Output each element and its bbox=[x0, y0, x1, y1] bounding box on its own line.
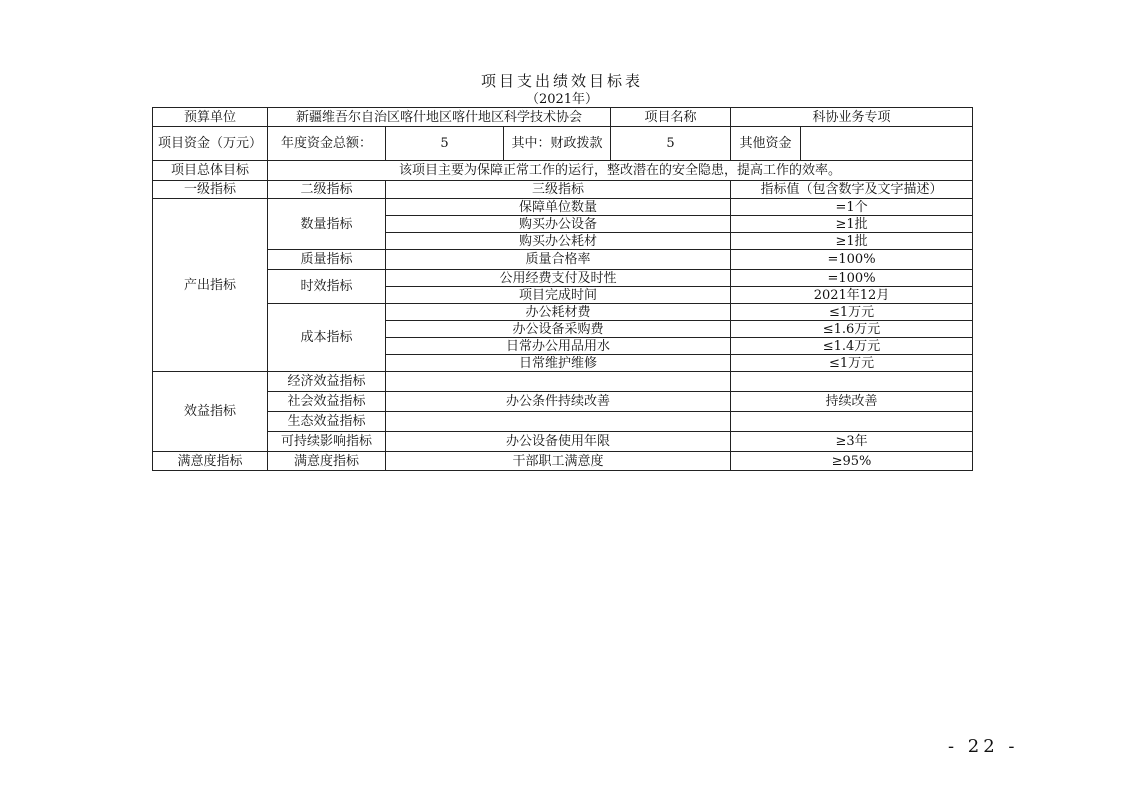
benefit-category: 可持续影响指标 bbox=[268, 432, 386, 452]
indicator-value: ≥1批 bbox=[731, 216, 973, 233]
indicator-name: 项目完成时间 bbox=[386, 287, 731, 304]
table-row bbox=[153, 372, 973, 392]
indicator-value bbox=[731, 412, 973, 432]
table-title: 项目支出绩效目标表 bbox=[480, 72, 643, 90]
unit-label: 预算单位 bbox=[153, 108, 268, 127]
table-row bbox=[153, 304, 973, 321]
indicator-value: ≤1万元 bbox=[731, 304, 973, 321]
col-level2-header: 二级指标 bbox=[268, 181, 386, 199]
table-row bbox=[153, 199, 973, 216]
project-name-label: 项目名称 bbox=[611, 108, 731, 127]
satisfaction-indicator-label: 满意度指标 bbox=[153, 452, 268, 471]
page-number: - 22 - bbox=[948, 736, 1019, 757]
fiscal-value: 5 bbox=[611, 127, 731, 161]
indicator-name: 干部职工满意度 bbox=[386, 452, 731, 471]
indicator-value: ≤1.6万元 bbox=[731, 321, 973, 338]
indicator-value bbox=[731, 372, 973, 392]
unit-value: 新疆维吾尔自治区喀什地区喀什地区科学技术协会 bbox=[268, 108, 611, 127]
indicator-name bbox=[386, 372, 731, 392]
output-indicator-label: 产出指标 bbox=[153, 199, 268, 372]
indicator-name bbox=[386, 412, 731, 432]
col-level1-header: 一级指标 bbox=[153, 181, 268, 199]
indicator-name: 办公条件持续改善 bbox=[386, 392, 731, 412]
other-funds-value bbox=[801, 127, 973, 161]
indicator-name: 质量合格率 bbox=[386, 250, 731, 270]
fiscal-label: 其中：财政拨款 bbox=[504, 127, 611, 161]
indicator-name: 办公设备使用年限 bbox=[386, 432, 731, 452]
overall-goal-label: 项目总体目标 bbox=[153, 161, 268, 181]
indicator-name: 日常维护维修 bbox=[386, 355, 731, 372]
satisfaction-category: 满意度指标 bbox=[268, 452, 386, 471]
col-level3-header: 三级指标 bbox=[386, 181, 731, 199]
table-row bbox=[153, 452, 973, 471]
indicator-name: 日常办公用品用水 bbox=[386, 338, 731, 355]
project-name-value: 科协业务专项 bbox=[731, 108, 973, 127]
indicator-name: 办公耗材费 bbox=[386, 304, 731, 321]
table-row bbox=[153, 181, 973, 199]
table-year: （2021年） bbox=[525, 92, 599, 107]
other-funds-label: 其他资金 bbox=[731, 127, 801, 161]
performance-target-table bbox=[152, 107, 973, 471]
indicator-name: 购买办公设备 bbox=[386, 216, 731, 233]
timeliness-indicator-label: 时效指标 bbox=[268, 270, 386, 304]
table-row bbox=[153, 127, 973, 161]
funds-label: 项目资金（万元） bbox=[153, 127, 268, 161]
col-value-header: 指标值（包含数字及文字描述） bbox=[731, 181, 973, 199]
table-row bbox=[153, 161, 973, 181]
quantity-indicator-label: 数量指标 bbox=[268, 199, 386, 250]
cost-indicator-label: 成本指标 bbox=[268, 304, 386, 372]
benefit-category: 经济效益指标 bbox=[268, 372, 386, 392]
table-row bbox=[153, 108, 973, 127]
benefit-category: 社会效益指标 bbox=[268, 392, 386, 412]
overall-goal-value: 该项目主要为保障正常工作的运行，整改潜在的安全隐患，提高工作的效率。 bbox=[268, 161, 973, 181]
quality-indicator-label: 质量指标 bbox=[268, 250, 386, 270]
indicator-value: ≥95% bbox=[731, 452, 973, 471]
indicator-name: 保障单位数量 bbox=[386, 199, 731, 216]
indicator-name: 购买办公耗材 bbox=[386, 233, 731, 250]
benefit-category: 生态效益指标 bbox=[268, 412, 386, 432]
table-row bbox=[153, 392, 973, 412]
indicator-value: =100% bbox=[731, 270, 973, 287]
table-row bbox=[153, 432, 973, 452]
indicator-value: 2021年12月 bbox=[731, 287, 973, 304]
table-row bbox=[153, 250, 973, 270]
indicator-name: 公用经费支付及时性 bbox=[386, 270, 731, 287]
table-row bbox=[153, 412, 973, 432]
indicator-value: ≤1万元 bbox=[731, 355, 973, 372]
indicator-value: ≥1批 bbox=[731, 233, 973, 250]
indicator-value: =100% bbox=[731, 250, 973, 270]
annual-total-value: 5 bbox=[386, 127, 504, 161]
indicator-name: 办公设备采购费 bbox=[386, 321, 731, 338]
table-row bbox=[153, 270, 973, 287]
indicator-value: ≥3年 bbox=[731, 432, 973, 452]
indicator-value: ≤1.4万元 bbox=[731, 338, 973, 355]
indicator-value: =1个 bbox=[731, 199, 973, 216]
indicator-value: 持续改善 bbox=[731, 392, 973, 412]
benefit-indicator-label: 效益指标 bbox=[153, 372, 268, 452]
annual-total-label: 年度资金总额： bbox=[268, 127, 386, 161]
